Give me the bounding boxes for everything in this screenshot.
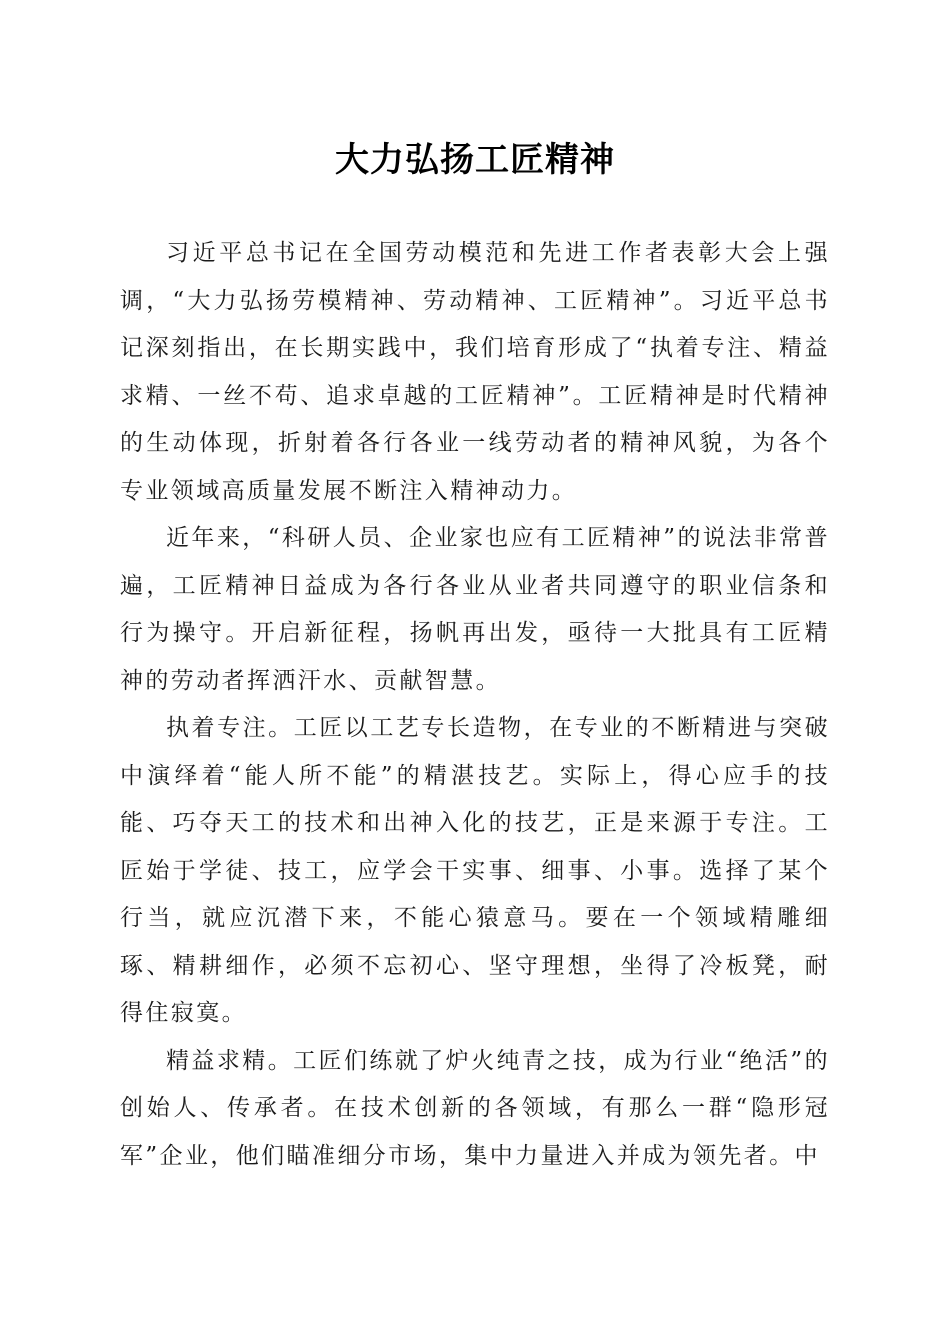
- paragraph-3: 执着专注。工匠以工艺专长造物，在专业的不断精进与突破中演绎着“能人所不能”的精湛技艺。实际上，得心应手的技能、巧夺天工的技术和出神入化的技艺，正是来源于专注。工匠始于学徒、技工，应学会干实事、细事、小事。选择了某个行当，就应沉潜下来，不能心猿意马。要在一个领域精雕细琢、精耕细作，必须不忘初心、坚守理想，坐得了冷板凳，耐得住寂寞。: [120, 715, 830, 1026]
- document-body: [120, 230, 830, 1180]
- paragraph-1: 习近平总书记在全国劳动模范和先进工作者表彰大会上强调，“大力弘扬劳模精神、劳动精神、工匠精神”。习近平总书记深刻指出，在长期实践中，我们培育形成了“执着专注、精益求精、一丝不苟、追求卓越的工匠精神”。工匠精神是时代精神的生动体现，折射着各行各业一线劳动者的精神风貌，为各个专业领域高质量发展不断注入精神动力。: [120, 240, 830, 504]
- paragraph-4: 精益求精。工匠们练就了炉火纯青之技，成为行业“绝活”的创始人、传承者。在技术创新的各领域，有那么一群“隐形冠军”企业，他们瞄准细分市场，集中力量进入并成为领先者。中: [120, 1047, 830, 1169]
- document-title: 大力弘扬工匠精神: [335, 140, 615, 180]
- paragraph-2: 近年来，“科研人员、企业家也应有工匠精神”的说法非常普遍，工匠精神日益成为各行各业从业者共同遵守的职业信条和行为操守。开启新征程，扬帆再出发，亟待一大批具有工匠精神的劳动者挥洒汗水、贡献智慧。: [120, 525, 830, 694]
